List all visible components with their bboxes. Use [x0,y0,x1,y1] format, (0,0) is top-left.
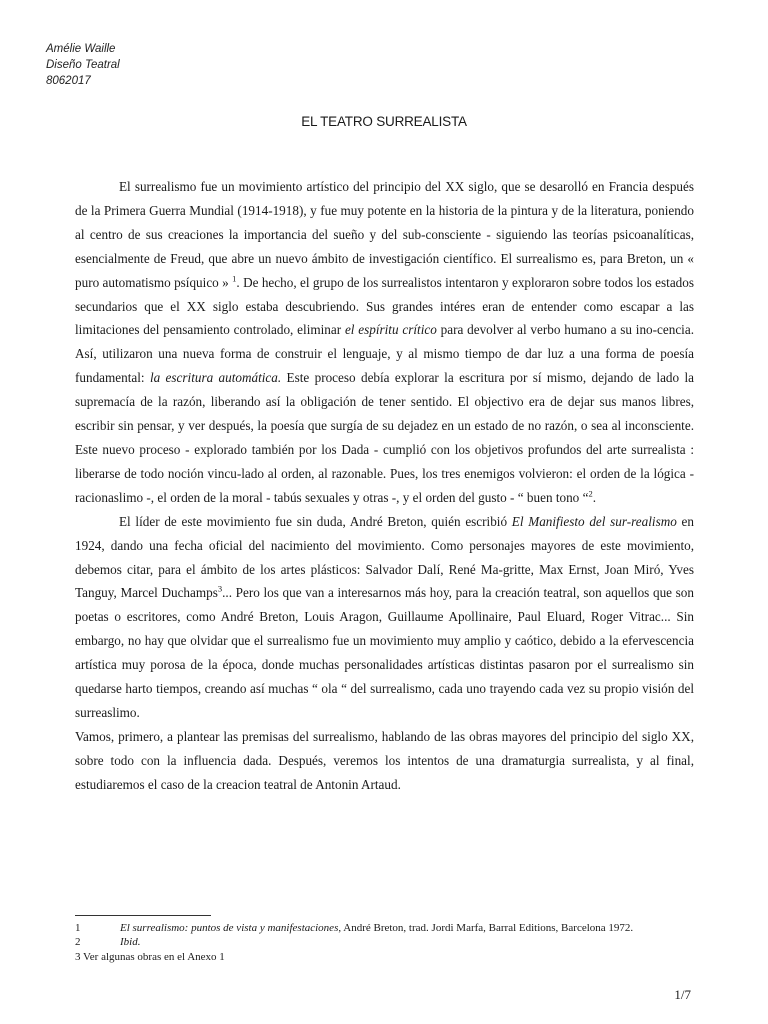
paragraph-text: Este proceso debía explorar la escritura por sí mismo, dejando de lado la supremacía de la razón, liberando así la obligación de tener sentido. El objectivo era de dejar sus manos libres, escribir sin pensar, y ver después, la poesía que surgía de su dejadez en un estado de no razón, o sea al inconsciente. Este nuevo proceso - explorado también por los Dada - cumplió con los objetivos profundos del arte surrealista : liberarse de todo noción vincu-lado al orden, al razonable. Pues, los tres enemigos volvieron: el orden de la lógica - racionaslimo -, el orden de la moral - tabús sexuales y otras -, y el orden del gusto - “ buen tono “ [75,370,694,505]
footnote-number: 1 [75,922,81,934]
footnote-1 [75,921,694,935]
course-name: Diseño Teatral [46,59,120,71]
document-header [46,41,120,89]
page-number: 1/7 [674,987,691,1002]
footnote-text [120,935,694,949]
emphasis-text: la escritura automática. [149,370,282,386]
document-title: EL TEATRO SURREALISTA [301,114,467,129]
footnote-ref-2[interactable]: 2 [588,488,593,499]
paragraph-1 [75,175,694,510]
footnote-3: 3 Ver algunas obras en el Anexo 1 [75,951,225,963]
paragraph-text: El líder de este movimiento fue sin duda, André Breton, quién escribió [119,513,512,529]
paragraph-text: . De hecho, el grupo de los surrealistos intentaron y exploraron sobre todos los estados secundarios que el XX siglo estaba descubriendo. Sus grandes intéres eran de entender como escapar a las limitaciones del pensamiento controlado, eliminar [75,274,694,338]
paragraph-2 [75,510,694,725]
paragraph-text: en 1924, dando una fecha oficial del nacimiento del movimiento. Como personajes mayores de este movimiento, debemos citar, para el ámbito de los artes plásticos: Salvador Dalí, René Ma-gritte, Max Ernst, Joan Miró, Yves Tanguy, Marcel Duchamps [75,513,694,601]
footnotes [75,921,694,964]
footnote-ref-3[interactable]: 3 [217,584,223,595]
paragraph-3: Vamos, primero, a plantear las premisas del surrealismo, hablando de las obras mayores del principio del siglo XX, sobre todo con la influencia dada. Después, veremos los intentos de una dramaturgia surrealista, y al final, estudiaremos el caso de la creacion teatral de Antonin Artaud. [75,728,694,792]
footnote-citation: , André Breton, trad. Jordi Marfa, Barral Editions, Barcelona 1972. [338,922,634,934]
footnote-title: Ibid. [120,936,141,948]
emphasis-text: El Manifiesto del sur-realismo [511,513,677,529]
paragraph-text: para devolver al verbo humano a su ino-cencia. Así, utilizaron una nueva forma de construir el lenguaje, y al mismo tiempo de dar luz a una forma de poesía fundamental: [75,322,694,386]
emphasis-text: el espíritu crítico [344,322,437,338]
student-id: 8062017 [46,75,91,87]
paragraph-text: . [592,489,596,505]
footnote-title: El surrealismo: puntos de vista y manifestaciones [120,922,339,934]
paragraph-text: El surrealismo fue un movimiento artístico del principio del XX siglo, que se desarolló en Francia después de la Primera Guerra Mundial (1914-1918), y fue muy potente en la historia de la pintura y de la literatura, poniendo al centro de sus creaciones la importancia del sueño y del sub-consciente - siguiendo las teorías psicoanalíticas, esencialmente de Freud, que abre un nuevo ámbito de investigación científico. El surrealismo es, para Breton, un « puro automatismo psíquico » [75,179,694,290]
footnote-separator [75,915,211,916]
paragraph-text: ... Pero los que van a interesarnos más hoy, para la creación teatral, son aquellos que son poetas o escritores, como André Breton, Louis Aragon, Guillaume Apollinaire, Paul Eluard, Roger Vitrac... Sin embargo, no hay que olvidar que el surrealismo fue un movimiento muy amplio y caótico, debido a la efervescencia artística muy porosa de la época, donde muchas personalidades artísticas distintas pasaron por el surrealismo sin quedarse harto tiempos, creando así muchas “ ola “ del surrealismo, cada uno trayendo cada vez su propio visión del surreaslimo. [75,585,694,720]
footnote-text [120,921,694,935]
footnote-2 [75,935,694,949]
document-body [75,175,694,797]
footnote-ref-1[interactable]: 1 [232,273,237,284]
footnote-number: 2 [75,936,81,948]
author-name: Amélie Waille [46,43,116,55]
